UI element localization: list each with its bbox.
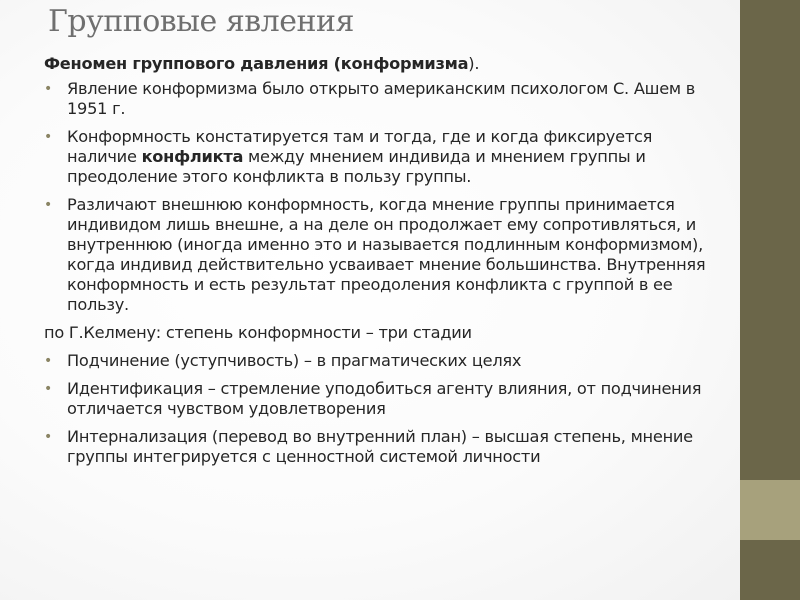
bullet-text: Различают внешнюю конформность, когда мнение группы принимается индивидом лишь внешне, а на деле он продолжает ему сопротивляться, и внутреннюю (иногда именно это и называется подлинным конформизмом), когда индивид действительно усваивает мнение большинства. Внутренняя конформность и есть результат преодоления конфликта с группой в ее пользу. [67,195,706,314]
decorative-sidebar-accent [740,480,800,540]
bullet-text-pre: Конформность констатируется там и тогда, где и когда фиксируется наличие [67,127,653,166]
bullet-icon: • [44,81,53,97]
bullet-item [44,127,724,187]
bullet-item [44,79,724,119]
bullet-item [44,195,724,315]
bullet-list-1 [44,79,724,315]
slide-title: Групповые явления [48,4,354,39]
bullet-text: Идентификация – стремление уподобиться агенту влияния, от подчинения отличается чувством удовлетворения [67,379,702,418]
bullet-icon: • [44,129,53,145]
bullet-icon: • [44,197,53,213]
bullet-text-bold: конфликта [141,147,244,166]
bullet-item [44,351,724,371]
bullet-item [44,379,724,419]
intro-bold-text: Феномен группового давления (конформизма [44,54,469,73]
bullet-text: Подчинение (уступчивость) – в прагматических целях [67,351,522,370]
bullet-icon: • [44,353,53,369]
kelman-line: по Г.Келмену: степень конформности – три стадии [44,323,472,342]
bullet-text-post: между мнением индивида и мнением группы и преодоление этого конфликта в пользу группы. [67,147,646,186]
bullet-item [44,427,724,467]
intro-line [44,54,724,74]
bullet-text: Интернализация (перевод во внутренний план) – высшая степень, мнение группы интегрируется с ценностной системой личности [67,427,693,466]
bullet-text: Явление конформизма было открыто американским психологом С. Ашем в 1951 г. [67,79,696,118]
slide-content [44,54,724,475]
bullet-icon: • [44,381,53,397]
intro-tail-text: ). [468,54,480,73]
bullet-list-2 [44,351,724,467]
bullet-icon: • [44,429,53,445]
